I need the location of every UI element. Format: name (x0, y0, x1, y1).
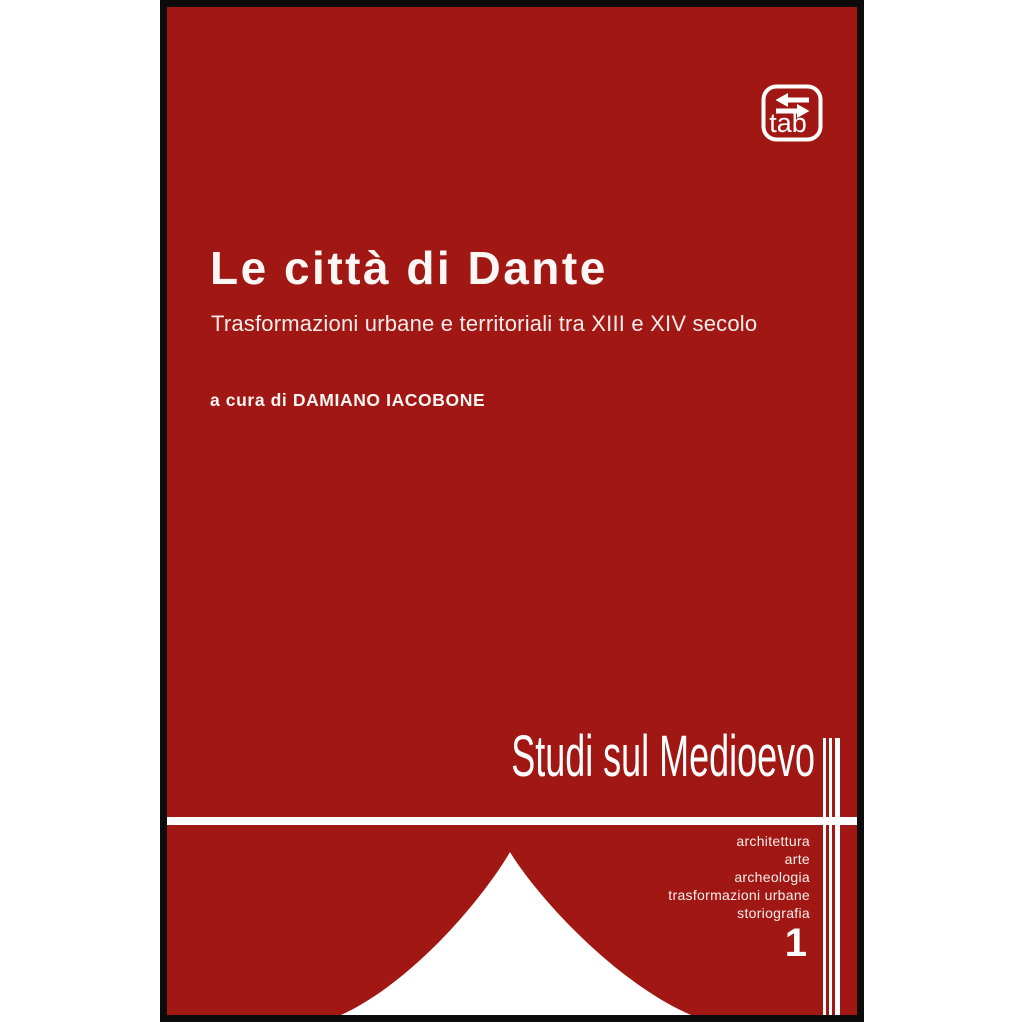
book-title: Le città di Dante (210, 242, 608, 294)
tab-transfer-arrows-icon (761, 84, 823, 142)
series-number: 1 (784, 921, 807, 965)
category-item: storiografia (737, 905, 810, 921)
vertical-line (829, 738, 832, 1015)
publisher-logo-text: tab (769, 108, 807, 138)
gothic-arch-shape (337, 846, 697, 1015)
book-cover (160, 0, 864, 1022)
publisher-logo (761, 84, 823, 142)
category-item: archeologia (734, 869, 810, 885)
vertical-line (823, 738, 826, 1015)
vertical-line (835, 738, 840, 1015)
editor-line: a cura di DAMIANO IACOBONE (210, 390, 486, 410)
category-item: arte (784, 851, 810, 867)
category-item: architettura (736, 833, 810, 849)
series-title: Studi sul Medioevo (511, 724, 815, 789)
divider-line (167, 817, 857, 825)
series-decoration-lines (823, 738, 840, 1015)
book-subtitle: Trasformazioni urbane e territoriali tra XIII e XIV secolo (211, 311, 758, 336)
category-item: trasformazioni urbane (668, 887, 810, 903)
